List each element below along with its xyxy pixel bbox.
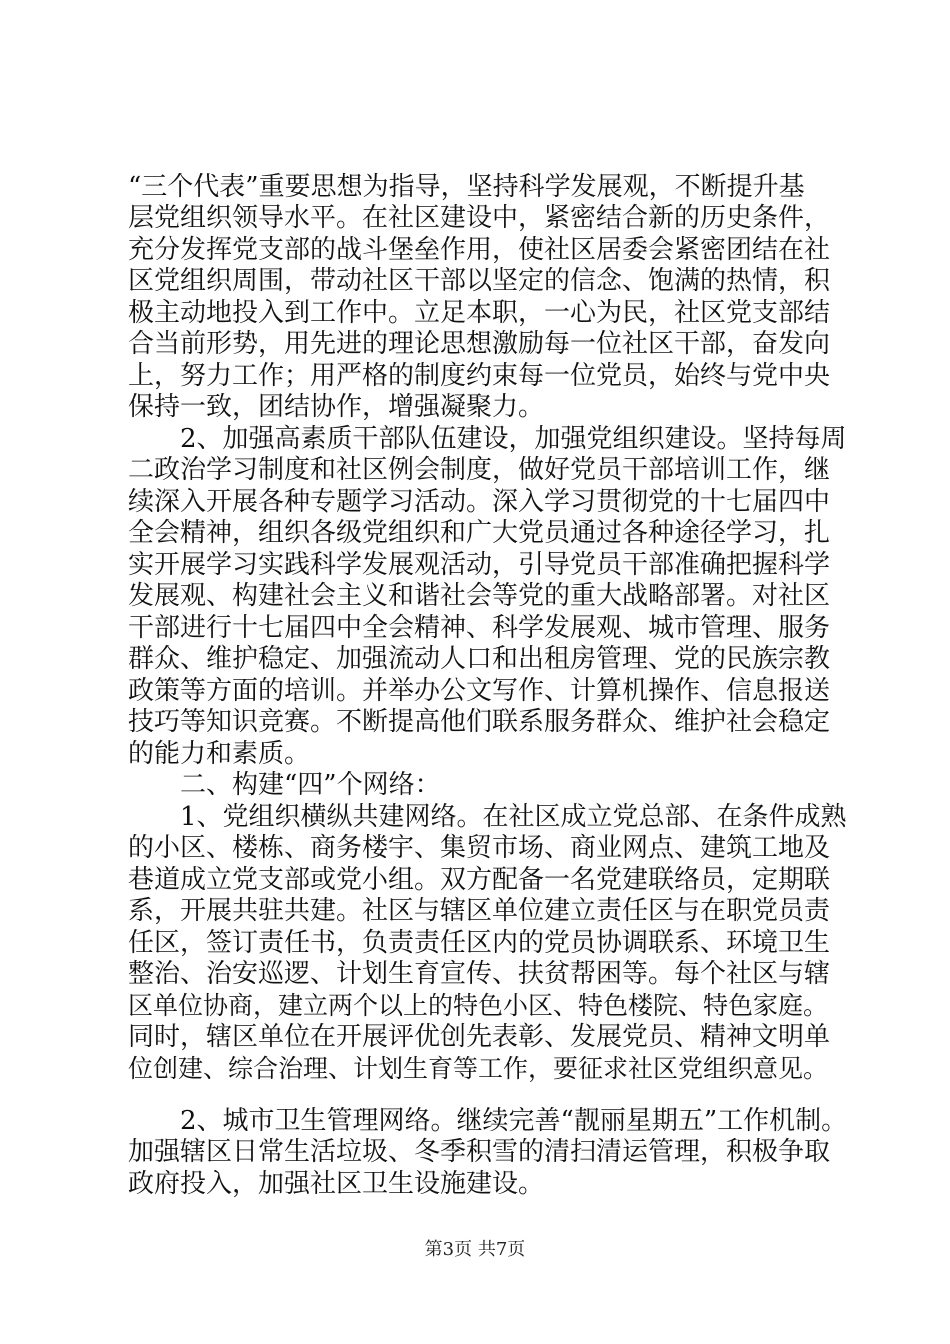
text-line: 上，努力工作；用严格的制度约束每一位党员，始终与党中央 xyxy=(128,360,831,391)
text-line: 加强辖区日常生活垃圾、冬季积雪的清扫清运管理，积极争取 xyxy=(128,1137,831,1168)
text-line: 实开展学习实践科学发展观活动，引导党员干部准确把握科学 xyxy=(128,549,831,580)
text-line: 充分发挥党支部的战斗堡垒作用，使社区居委会紧密团结在社 xyxy=(128,234,831,265)
text-line: 1、党组织横纵共建网络。在社区成立党总部、在条件成熟 xyxy=(128,801,847,832)
text-line: 2、城市卫生管理网络。继续完善“靓丽星期五”工作机制。 xyxy=(128,1105,848,1136)
text-line: 全会精神，组织各级党组织和广大党员通过各种途径学习，扎 xyxy=(128,518,831,549)
text-line: 层党组织领导水平。在社区建设中，紧密结合新的历史条件， xyxy=(128,203,831,234)
text-line: 的能力和素质。 xyxy=(128,738,311,769)
text-line: 政府投入，加强社区卫生设施建设。 xyxy=(128,1168,545,1199)
text-line: 群众、维护稳定、加强流动人口和出租房管理、党的民族宗教 xyxy=(128,644,831,675)
text-line: 干部进行十七届四中全会精神、科学发展观、城市管理、服务 xyxy=(128,612,831,643)
text-line: 任区，签订责任书，负责责任区内的党员协调联系、环境卫生 xyxy=(128,927,831,958)
text-line: 极主动地投入到工作中。立足本职，一心为民，社区党支部结 xyxy=(128,297,831,328)
text-line: 政策等方面的培训。并举办公文写作、计算机操作、信息报送 xyxy=(128,675,831,706)
page-footer: 第3页 共7页 xyxy=(424,1239,526,1260)
text-line: 保持一致，团结协作，增强凝聚力。 xyxy=(128,392,545,423)
text-line: 同时，辖区单位在开展评优创先表彰、发展党员、精神文明单 xyxy=(128,1022,831,1053)
text-line: 2、加强高素质干部队伍建设，加强党组织建设。坚持每周 xyxy=(128,423,847,454)
text-line: 整治、治安巡逻、计划生育宣传、扶贫帮困等。每个社区与辖 xyxy=(128,959,831,990)
text-line: 的小区、楼栋、商务楼宇、集贸市场、商业网点、建筑工地及 xyxy=(128,833,831,864)
text-line: 二政治学习制度和社区例会制度，做好党员干部培训工作，继 xyxy=(128,455,831,486)
text-line: 合当前形势，用先进的理论思想激励每一位社区干部，奋发向 xyxy=(128,329,831,360)
text-line: 续深入开展各种专题学习活动。深入学习贯彻党的十七届四中 xyxy=(128,486,831,517)
text-line: 系，开展共驻共建。社区与辖区单位建立责任区与在职党员责 xyxy=(128,896,831,927)
text-line: 位创建、综合治理、计划生育等工作，要征求社区党组织意见。 xyxy=(128,1053,829,1083)
text-line: 区党组织周围，带动社区干部以坚定的信念、饱满的热情，积 xyxy=(128,266,831,297)
text-line: “三个代表”重要思想为指导，坚持科学发展观，不断提升基 xyxy=(128,172,805,202)
text-line: 技巧等知识竞赛。不断提高他们联系服务群众、维护社会稳定 xyxy=(128,707,831,738)
text-line: 区单位协商，建立两个以上的特色小区、特色楼院、特色家庭。 xyxy=(128,990,829,1020)
text-line: 巷道成立党支部或党小组。双方配备一名党建联络员，定期联 xyxy=(128,864,831,895)
text-line: 发展观、构建社会主义和谐社会等党的重大战略部署。对社区 xyxy=(128,581,831,612)
section-heading: 二、构建“四”个网络： xyxy=(128,770,441,801)
